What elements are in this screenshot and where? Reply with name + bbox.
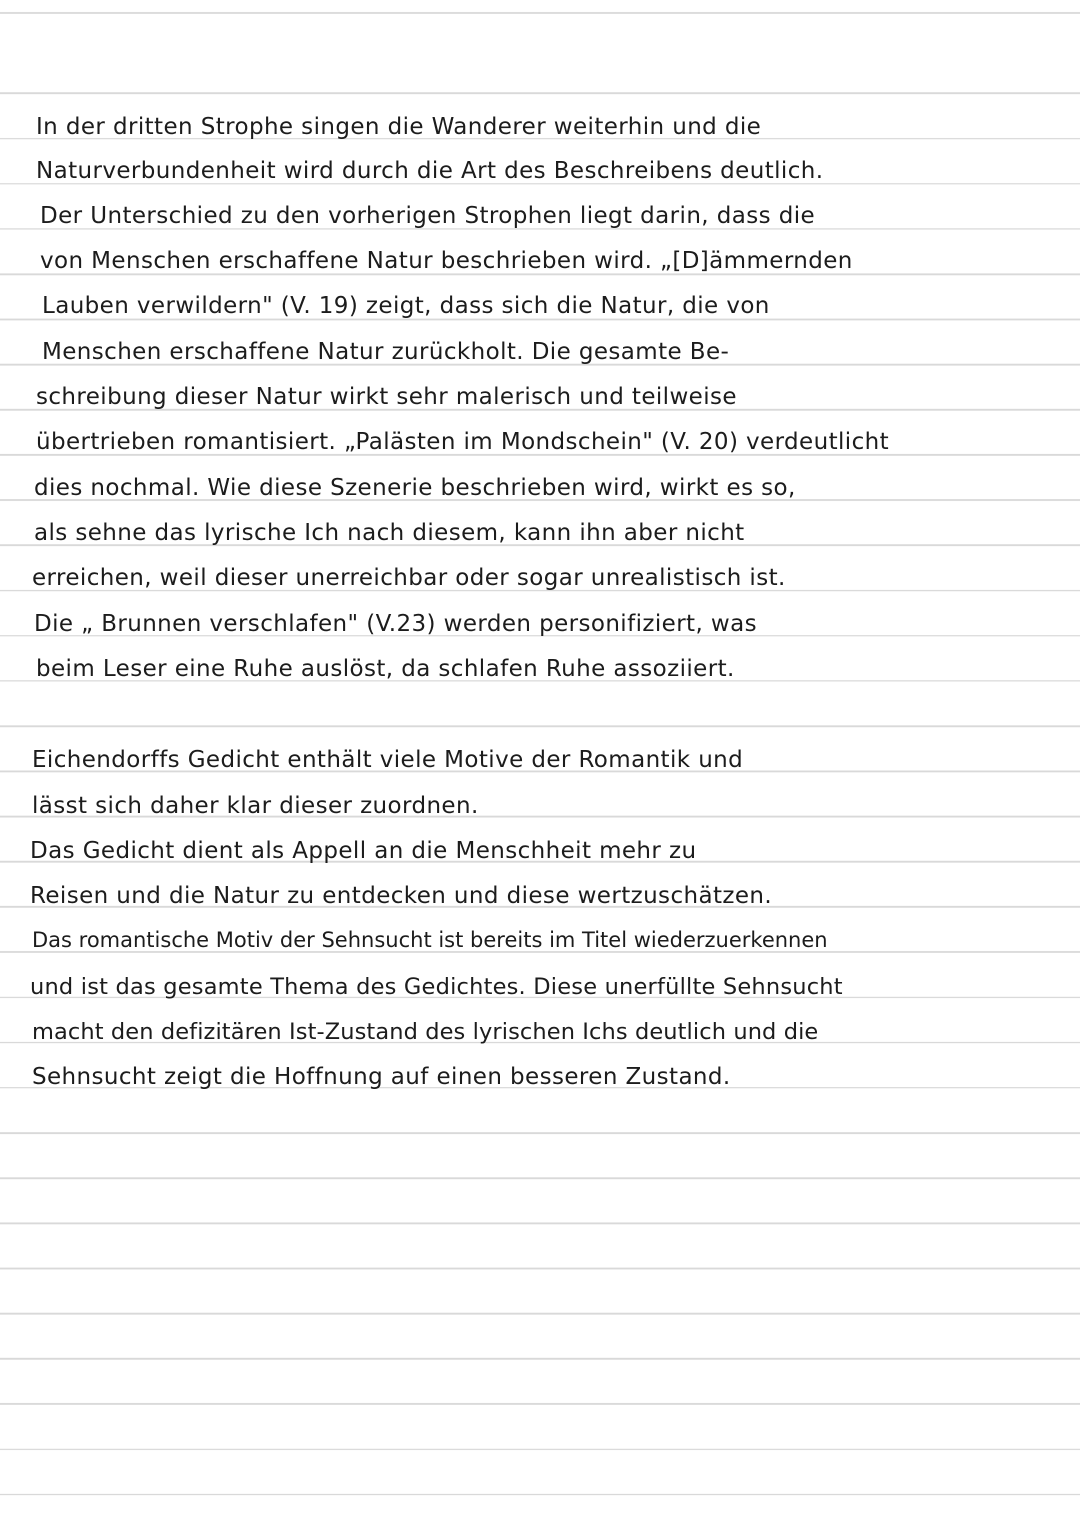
text-line: beim Leser eine Ruhe auslöst, da schlafen Ruhe assoziiert.: [36, 656, 735, 682]
text-line: Eichendorffs Gedicht enthält viele Motive der Romantik und: [32, 747, 744, 773]
text-line: Sehnsucht zeigt die Hoffnung auf einen besseren Zustand.: [32, 1064, 731, 1090]
text-line: Das romantische Motiv der Sehnsucht ist bereits im Titel wiederzuerkennen: [32, 928, 828, 952]
text-line: In der dritten Strophe singen die Wanderer weiterhin und die: [36, 114, 762, 140]
text-line: Das Gedicht dient als Appell an die Menschheit mehr zu: [30, 838, 697, 864]
text-line: Die „ Brunnen verschlafen" (V.23) werden personifiziert, was: [34, 611, 757, 637]
text-line: dies nochmal. Wie diese Szenerie beschrieben wird, wirkt es so,: [34, 475, 796, 501]
text-line: und ist das gesamte Thema des Gedichtes. Diese unerfüllte Sehnsucht: [30, 974, 843, 1000]
text-line: Der Unterschied zu den vorherigen Strophen liegt darin, dass die: [40, 203, 816, 229]
text-line: als sehne das lyrische Ich nach diesem, kann ihn aber nicht: [34, 520, 745, 546]
text-line: übertrieben romantisiert. „Palästen im Mondschein" (V. 20) verdeutlicht: [36, 429, 890, 455]
text-line: Reisen und die Natur zu entdecken und diese wertzuschätzen.: [30, 883, 773, 909]
text-line: Lauben verwildern" (V. 19) zeigt, dass sich die Natur, die von: [42, 293, 770, 319]
text-line: schreibung dieser Natur wirkt sehr malerisch und teilweise: [36, 384, 737, 410]
text-line: Naturverbundenheit wird durch die Art des Beschreibens deutlich.: [36, 158, 824, 184]
text-line: Menschen erschaffene Natur zurückholt. Die gesamte Be-: [42, 339, 730, 365]
text-line: von Menschen erschaffene Natur beschrieben wird. „[D]ämmernden: [40, 248, 853, 274]
text-line: macht den defizitären Ist-Zustand des lyrischen Ichs deutlich und die: [32, 1019, 819, 1045]
text-line: erreichen, weil dieser unerreichbar oder sogar unrealistisch ist.: [32, 565, 786, 591]
text-line: lässt sich daher klar dieser zuordnen.: [32, 793, 479, 819]
